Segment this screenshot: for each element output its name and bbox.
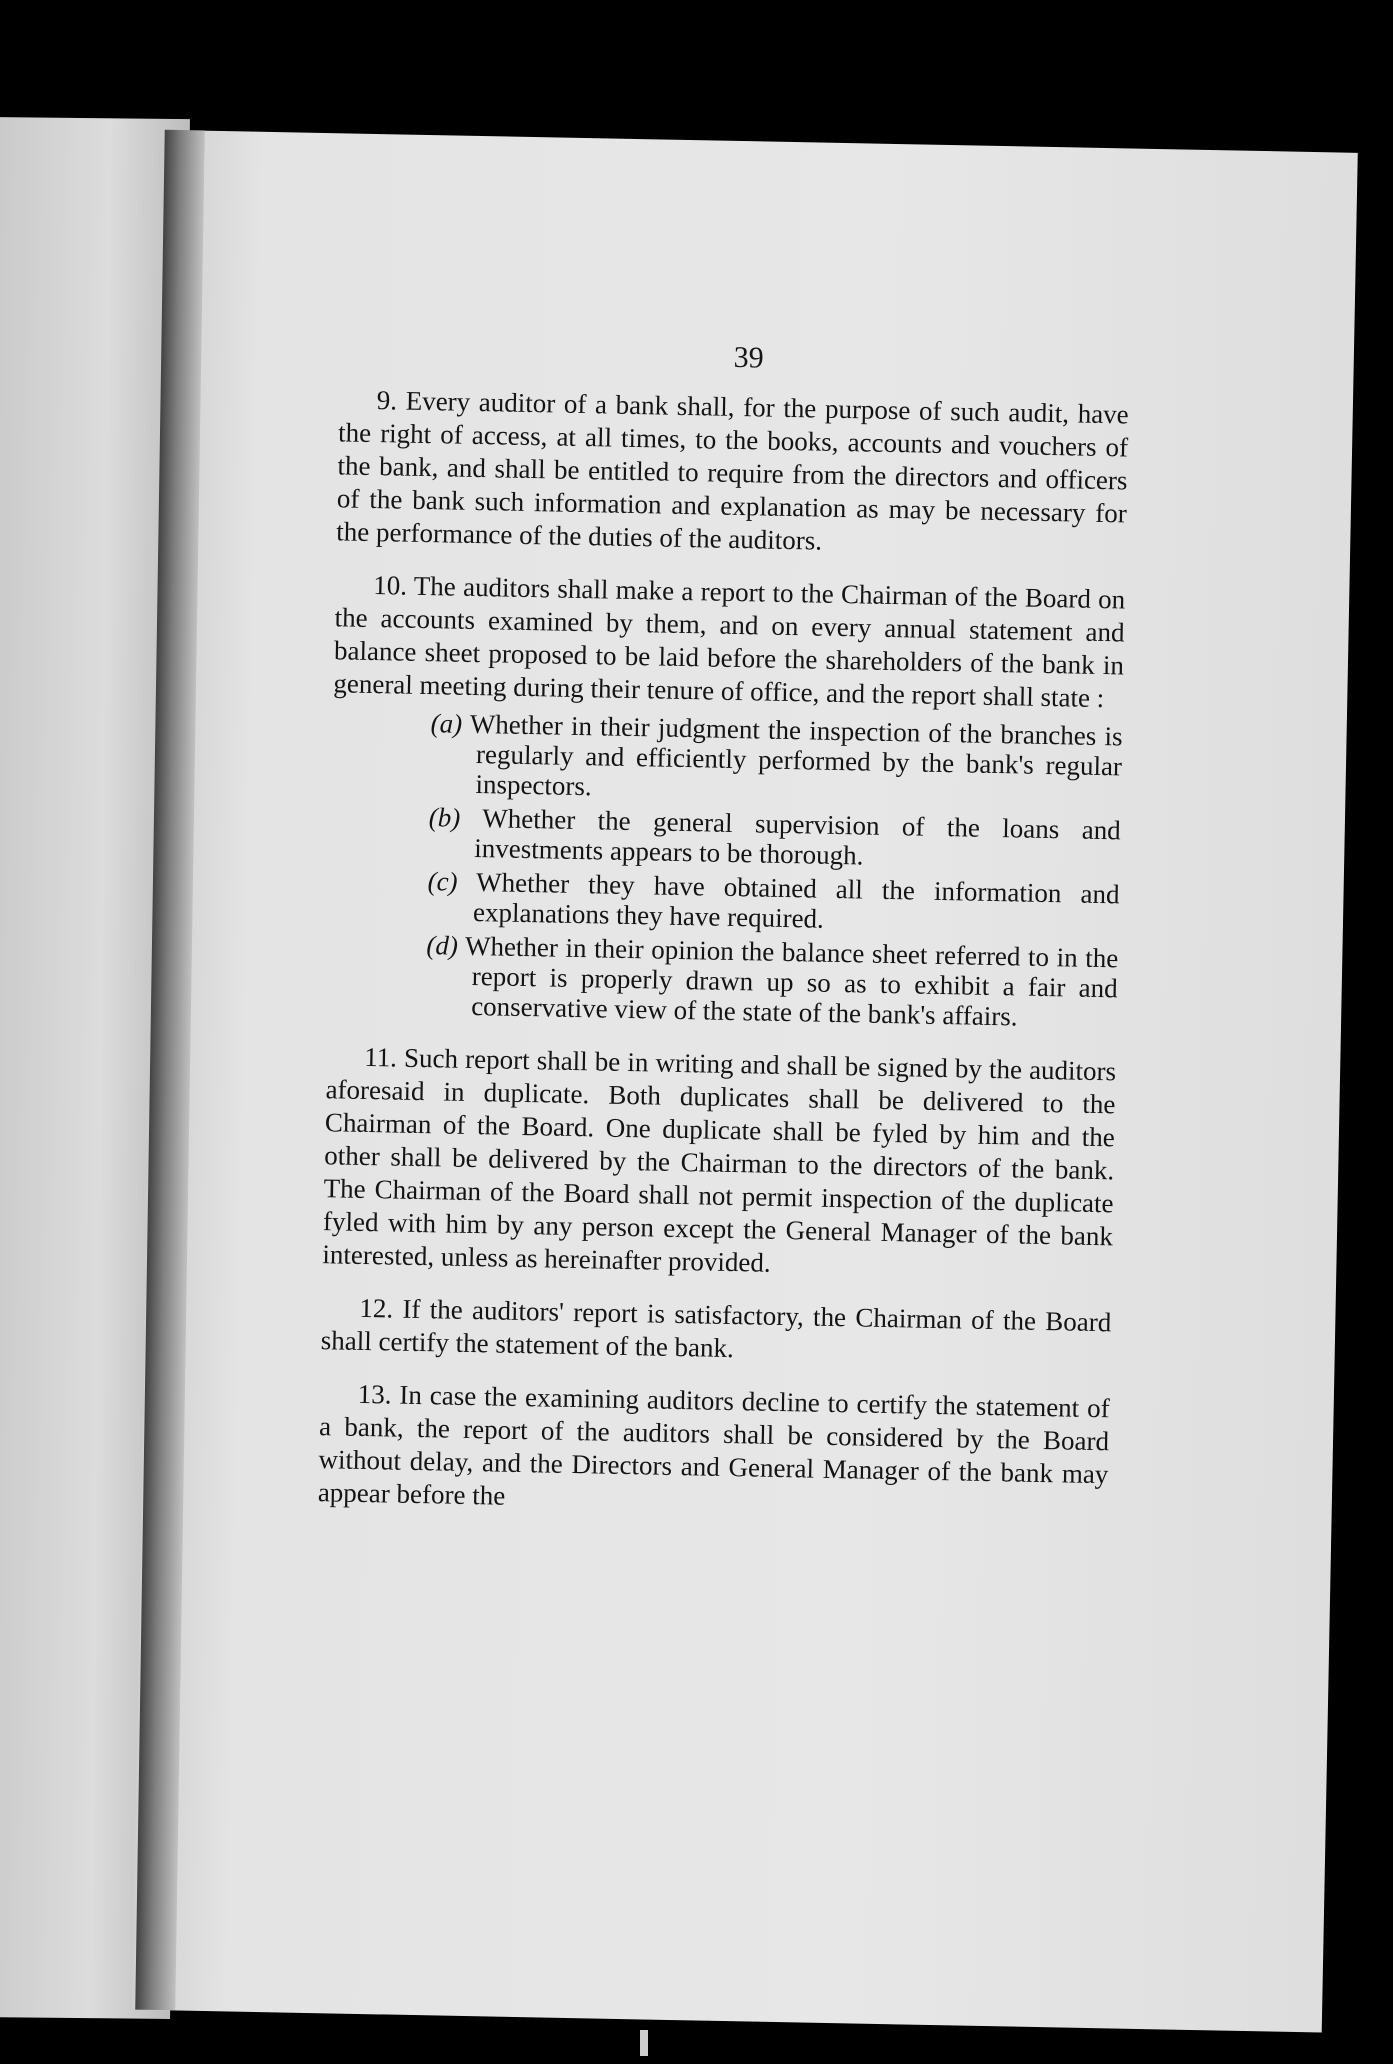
clause-text: Whether in their judgment the inspection of the branches is regularly and efficiently performed by the bank's regular inspectors. [469,708,1123,802]
clause-c [427,866,1120,939]
scan-artifact [640,2030,648,2056]
clause-b [428,802,1121,875]
section-10: 10. The auditors shall make a report to the Chairman of the Board on the accounts examined by them, and on every annual statement and balance sheet proposed to be laid before the shareholders of the bank in general meeting during their tenure of office, and the report shall state : [333,570,1126,714]
clause-letter: (a) [430,708,463,739]
page-text [317,383,1129,1544]
section-11: 11. Such report shall be in writing and shall be signed by the auditors aforesaid in duplicate. Both duplicates shall be delivered to the Chairman of the Board. One duplicate shall be fyled by him and the other shall be delivered by the Chairman to the directors of the bank. The Chairman of the Board shall not permit inspection of the duplicate fyled with him by any person except the General Manager of the bank interested, unless as hereinafter provided. [322,1041,1117,1278]
section-9: 9. Every auditor of a bank shall, for the purpose of such audit, have the right of access, at all times, to the books, accounts and vouchers of the bank, and shall be entitled to require from the directors and officers of the bank such information and explanation as may be necessary for the performance of the duties of the auditors. [336,385,1130,556]
clause-letter: (b) [428,802,461,833]
clause-text: Whether the general supervision of the loans and investments appears to be thorough. [473,803,1122,871]
clause-list [327,706,1123,1033]
clause-text: Whether in their opinion the balance sheet referred to in the report is properly drawn up so as to exhibit a fair and conservative view of the state of the bank's affairs. [464,930,1119,1032]
section-13: 13. In case the examining auditors decline to certify the statement of a bank, the report of the auditors shall be considered by the Board without delay, and the Directors and General Manager of the bank may appear before the [317,1378,1110,1511]
clause-letter: (c) [427,866,458,897]
page-number: 39 [733,340,765,375]
clause-text: Whether they have obtained all the information and explanations they have required. [472,867,1120,934]
clause-letter: (d) [426,930,459,961]
book-page [132,130,1358,2032]
section-12: 12. If the auditors' report is satisfactory, the Chairman of the Board shall certify the statement of the bank. [320,1292,1112,1364]
clause-a [429,708,1123,811]
clause-d [425,930,1119,1033]
